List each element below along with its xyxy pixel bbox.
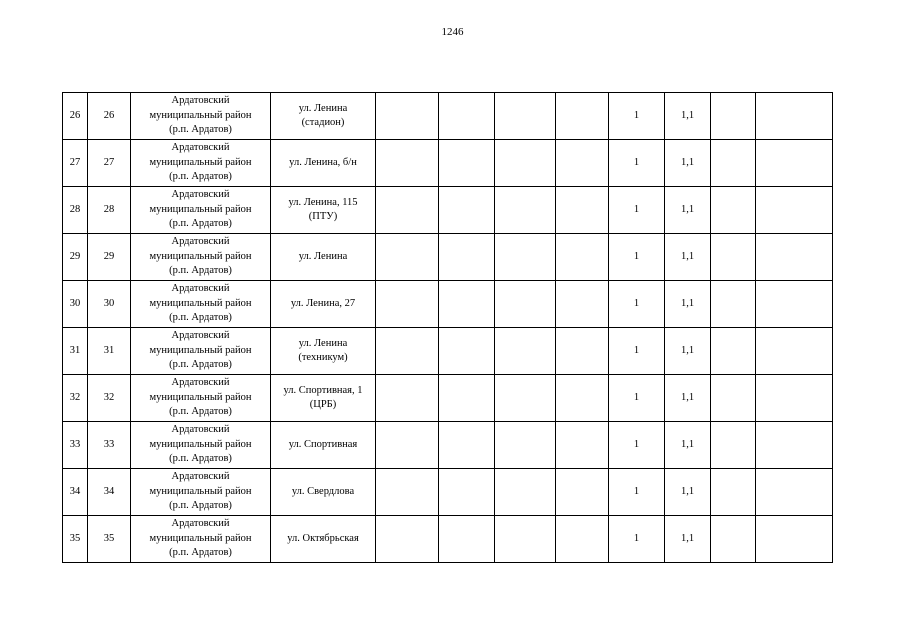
- address-line: (ПТУ): [308, 211, 338, 222]
- table-row: [63, 187, 833, 234]
- row-id-cell: 27: [88, 140, 131, 187]
- address-cell: [271, 328, 376, 375]
- district-line: (р.п. Ардатов): [169, 218, 232, 230]
- row-id-cell: 28: [88, 187, 131, 234]
- column-6-cell: [439, 140, 495, 187]
- column-12-cell: [756, 516, 833, 563]
- address-line: (стадион): [301, 117, 345, 128]
- district-line: (р.п. Ардатов): [169, 265, 232, 277]
- column-5-cell: [376, 93, 439, 140]
- district-cell: [131, 422, 271, 469]
- quantity-cell: 1: [609, 328, 665, 375]
- column-11-cell: [711, 422, 756, 469]
- column-8-cell: [556, 187, 609, 234]
- column-7-cell: [495, 93, 556, 140]
- column-5-cell: [376, 375, 439, 422]
- column-11-cell: [711, 93, 756, 140]
- column-8-cell: [556, 328, 609, 375]
- district-line: Ардатовский: [171, 330, 230, 342]
- district-cell: [131, 140, 271, 187]
- table-row: [63, 375, 833, 422]
- value-cell: 1,1: [665, 234, 711, 281]
- column-8-cell: [556, 140, 609, 187]
- column-5-cell: [376, 187, 439, 234]
- table-row: [63, 234, 833, 281]
- row-number-cell: 27: [63, 140, 88, 187]
- column-11-cell: [711, 234, 756, 281]
- column-6-cell: [439, 187, 495, 234]
- row-id-cell: 31: [88, 328, 131, 375]
- column-12-cell: [756, 422, 833, 469]
- column-7-cell: [495, 140, 556, 187]
- column-8-cell: [556, 422, 609, 469]
- column-8-cell: [556, 93, 609, 140]
- value-cell: 1,1: [665, 516, 711, 563]
- column-12-cell: [756, 187, 833, 234]
- column-7-cell: [495, 422, 556, 469]
- district-cell: [131, 281, 271, 328]
- row-number-cell: 29: [63, 234, 88, 281]
- row-number-cell: 32: [63, 375, 88, 422]
- district-cell: [131, 187, 271, 234]
- column-6-cell: [439, 375, 495, 422]
- district-line: (р.п. Ардатов): [169, 547, 232, 559]
- value-cell: 1,1: [665, 469, 711, 516]
- column-7-cell: [495, 375, 556, 422]
- value-cell: 1,1: [665, 281, 711, 328]
- table-body: [63, 93, 833, 563]
- value-cell: 1,1: [665, 187, 711, 234]
- district-line: Ардатовский: [171, 518, 230, 530]
- address-cell: [271, 281, 376, 328]
- row-id-cell: 35: [88, 516, 131, 563]
- district-line: (р.п. Ардатов): [169, 406, 232, 418]
- column-5-cell: [376, 422, 439, 469]
- table-row: [63, 328, 833, 375]
- address-line: ул. Спортивная, 1: [283, 384, 363, 396]
- column-5-cell: [376, 469, 439, 516]
- district-line: Ардатовский: [171, 95, 230, 107]
- address-line: (ЦРБ): [309, 399, 337, 410]
- district-line: (р.п. Ардатов): [169, 359, 232, 371]
- table-row: [63, 93, 833, 140]
- district-line: (р.п. Ардатов): [169, 312, 232, 324]
- column-7-cell: [495, 281, 556, 328]
- district-line: Ардатовский: [171, 283, 230, 295]
- quantity-cell: 1: [609, 234, 665, 281]
- column-12-cell: [756, 281, 833, 328]
- value-cell: 1,1: [665, 140, 711, 187]
- column-6-cell: [439, 93, 495, 140]
- column-11-cell: [711, 140, 756, 187]
- address-cell: [271, 93, 376, 140]
- column-11-cell: [711, 328, 756, 375]
- column-8-cell: [556, 516, 609, 563]
- district-line: Ардатовский: [171, 471, 230, 483]
- address-line: (техникум): [298, 352, 348, 363]
- row-number-cell: 34: [63, 469, 88, 516]
- address-cell: [271, 375, 376, 422]
- district-cell: [131, 469, 271, 516]
- column-11-cell: [711, 281, 756, 328]
- district-line: Ардатовский: [171, 424, 230, 436]
- address-line: ул. Ленина, б/н: [289, 156, 357, 168]
- district-line: Ардатовский: [171, 236, 230, 248]
- column-7-cell: [495, 469, 556, 516]
- column-6-cell: [439, 281, 495, 328]
- table-row: [63, 516, 833, 563]
- quantity-cell: 1: [609, 469, 665, 516]
- district-line: Ардатовский: [171, 377, 230, 389]
- row-number-cell: 30: [63, 281, 88, 328]
- value-cell: 1,1: [665, 93, 711, 140]
- column-8-cell: [556, 375, 609, 422]
- district-cell: [131, 375, 271, 422]
- address-cell: [271, 469, 376, 516]
- column-12-cell: [756, 140, 833, 187]
- row-id-cell: 30: [88, 281, 131, 328]
- page-number: 1246: [441, 26, 464, 38]
- district-line: муниципальный район: [149, 297, 252, 309]
- district-cell: [131, 93, 271, 140]
- row-number-cell: 28: [63, 187, 88, 234]
- quantity-cell: 1: [609, 281, 665, 328]
- quantity-cell: 1: [609, 93, 665, 140]
- quantity-cell: 1: [609, 187, 665, 234]
- row-id-cell: 33: [88, 422, 131, 469]
- column-7-cell: [495, 234, 556, 281]
- row-id-cell: 34: [88, 469, 131, 516]
- row-number-cell: 35: [63, 516, 88, 563]
- column-12-cell: [756, 469, 833, 516]
- row-number-cell: 26: [63, 93, 88, 140]
- quantity-cell: 1: [609, 516, 665, 563]
- row-number-cell: 31: [63, 328, 88, 375]
- column-5-cell: [376, 281, 439, 328]
- quantity-cell: 1: [609, 422, 665, 469]
- column-8-cell: [556, 469, 609, 516]
- address-cell: [271, 140, 376, 187]
- address-line: ул. Ленина: [298, 102, 348, 114]
- district-line: (р.п. Ардатов): [169, 124, 232, 136]
- district-line: муниципальный район: [149, 532, 252, 544]
- row-id-cell: 32: [88, 375, 131, 422]
- column-8-cell: [556, 281, 609, 328]
- registry-table: [62, 92, 833, 563]
- table-row: [63, 140, 833, 187]
- column-5-cell: [376, 516, 439, 563]
- address-line: ул. Октябрьская: [287, 532, 359, 544]
- address-line: ул. Ленина: [298, 250, 348, 262]
- column-5-cell: [376, 234, 439, 281]
- row-id-cell: 29: [88, 234, 131, 281]
- district-line: Ардатовский: [171, 189, 230, 201]
- column-12-cell: [756, 93, 833, 140]
- district-line: Ардатовский: [171, 142, 230, 154]
- address-line: ул. Ленина, 27: [290, 297, 356, 309]
- column-12-cell: [756, 234, 833, 281]
- column-6-cell: [439, 516, 495, 563]
- column-5-cell: [376, 328, 439, 375]
- district-line: (р.п. Ардатов): [169, 171, 232, 183]
- column-8-cell: [556, 234, 609, 281]
- address-cell: [271, 516, 376, 563]
- quantity-cell: 1: [609, 375, 665, 422]
- district-line: муниципальный район: [149, 156, 252, 168]
- address-line: ул. Ленина: [298, 337, 348, 349]
- table-row: [63, 469, 833, 516]
- address-line: ул. Спортивная: [288, 438, 358, 450]
- column-6-cell: [439, 328, 495, 375]
- address-line: ул. Свердлова: [291, 485, 355, 497]
- district-cell: [131, 516, 271, 563]
- address-cell: [271, 422, 376, 469]
- column-11-cell: [711, 375, 756, 422]
- district-line: муниципальный район: [149, 438, 252, 450]
- column-7-cell: [495, 328, 556, 375]
- district-cell: [131, 328, 271, 375]
- column-6-cell: [439, 469, 495, 516]
- column-12-cell: [756, 375, 833, 422]
- column-6-cell: [439, 234, 495, 281]
- address-cell: [271, 234, 376, 281]
- address-cell: [271, 187, 376, 234]
- column-7-cell: [495, 187, 556, 234]
- district-line: (р.п. Ардатов): [169, 453, 232, 465]
- table-row: [63, 422, 833, 469]
- district-cell: [131, 234, 271, 281]
- column-12-cell: [756, 328, 833, 375]
- column-11-cell: [711, 516, 756, 563]
- column-11-cell: [711, 187, 756, 234]
- value-cell: 1,1: [665, 422, 711, 469]
- district-line: муниципальный район: [149, 203, 252, 215]
- column-7-cell: [495, 516, 556, 563]
- value-cell: 1,1: [665, 328, 711, 375]
- district-line: муниципальный район: [149, 250, 252, 262]
- column-5-cell: [376, 140, 439, 187]
- district-line: муниципальный район: [149, 485, 252, 497]
- column-6-cell: [439, 422, 495, 469]
- row-id-cell: 26: [88, 93, 131, 140]
- district-line: муниципальный район: [149, 391, 252, 403]
- district-line: (р.п. Ардатов): [169, 500, 232, 512]
- row-number-cell: 33: [63, 422, 88, 469]
- address-line: ул. Ленина, 115: [288, 196, 358, 208]
- district-line: муниципальный район: [149, 109, 252, 121]
- quantity-cell: 1: [609, 140, 665, 187]
- district-line: муниципальный район: [149, 344, 252, 356]
- value-cell: 1,1: [665, 375, 711, 422]
- column-11-cell: [711, 469, 756, 516]
- table-row: [63, 281, 833, 328]
